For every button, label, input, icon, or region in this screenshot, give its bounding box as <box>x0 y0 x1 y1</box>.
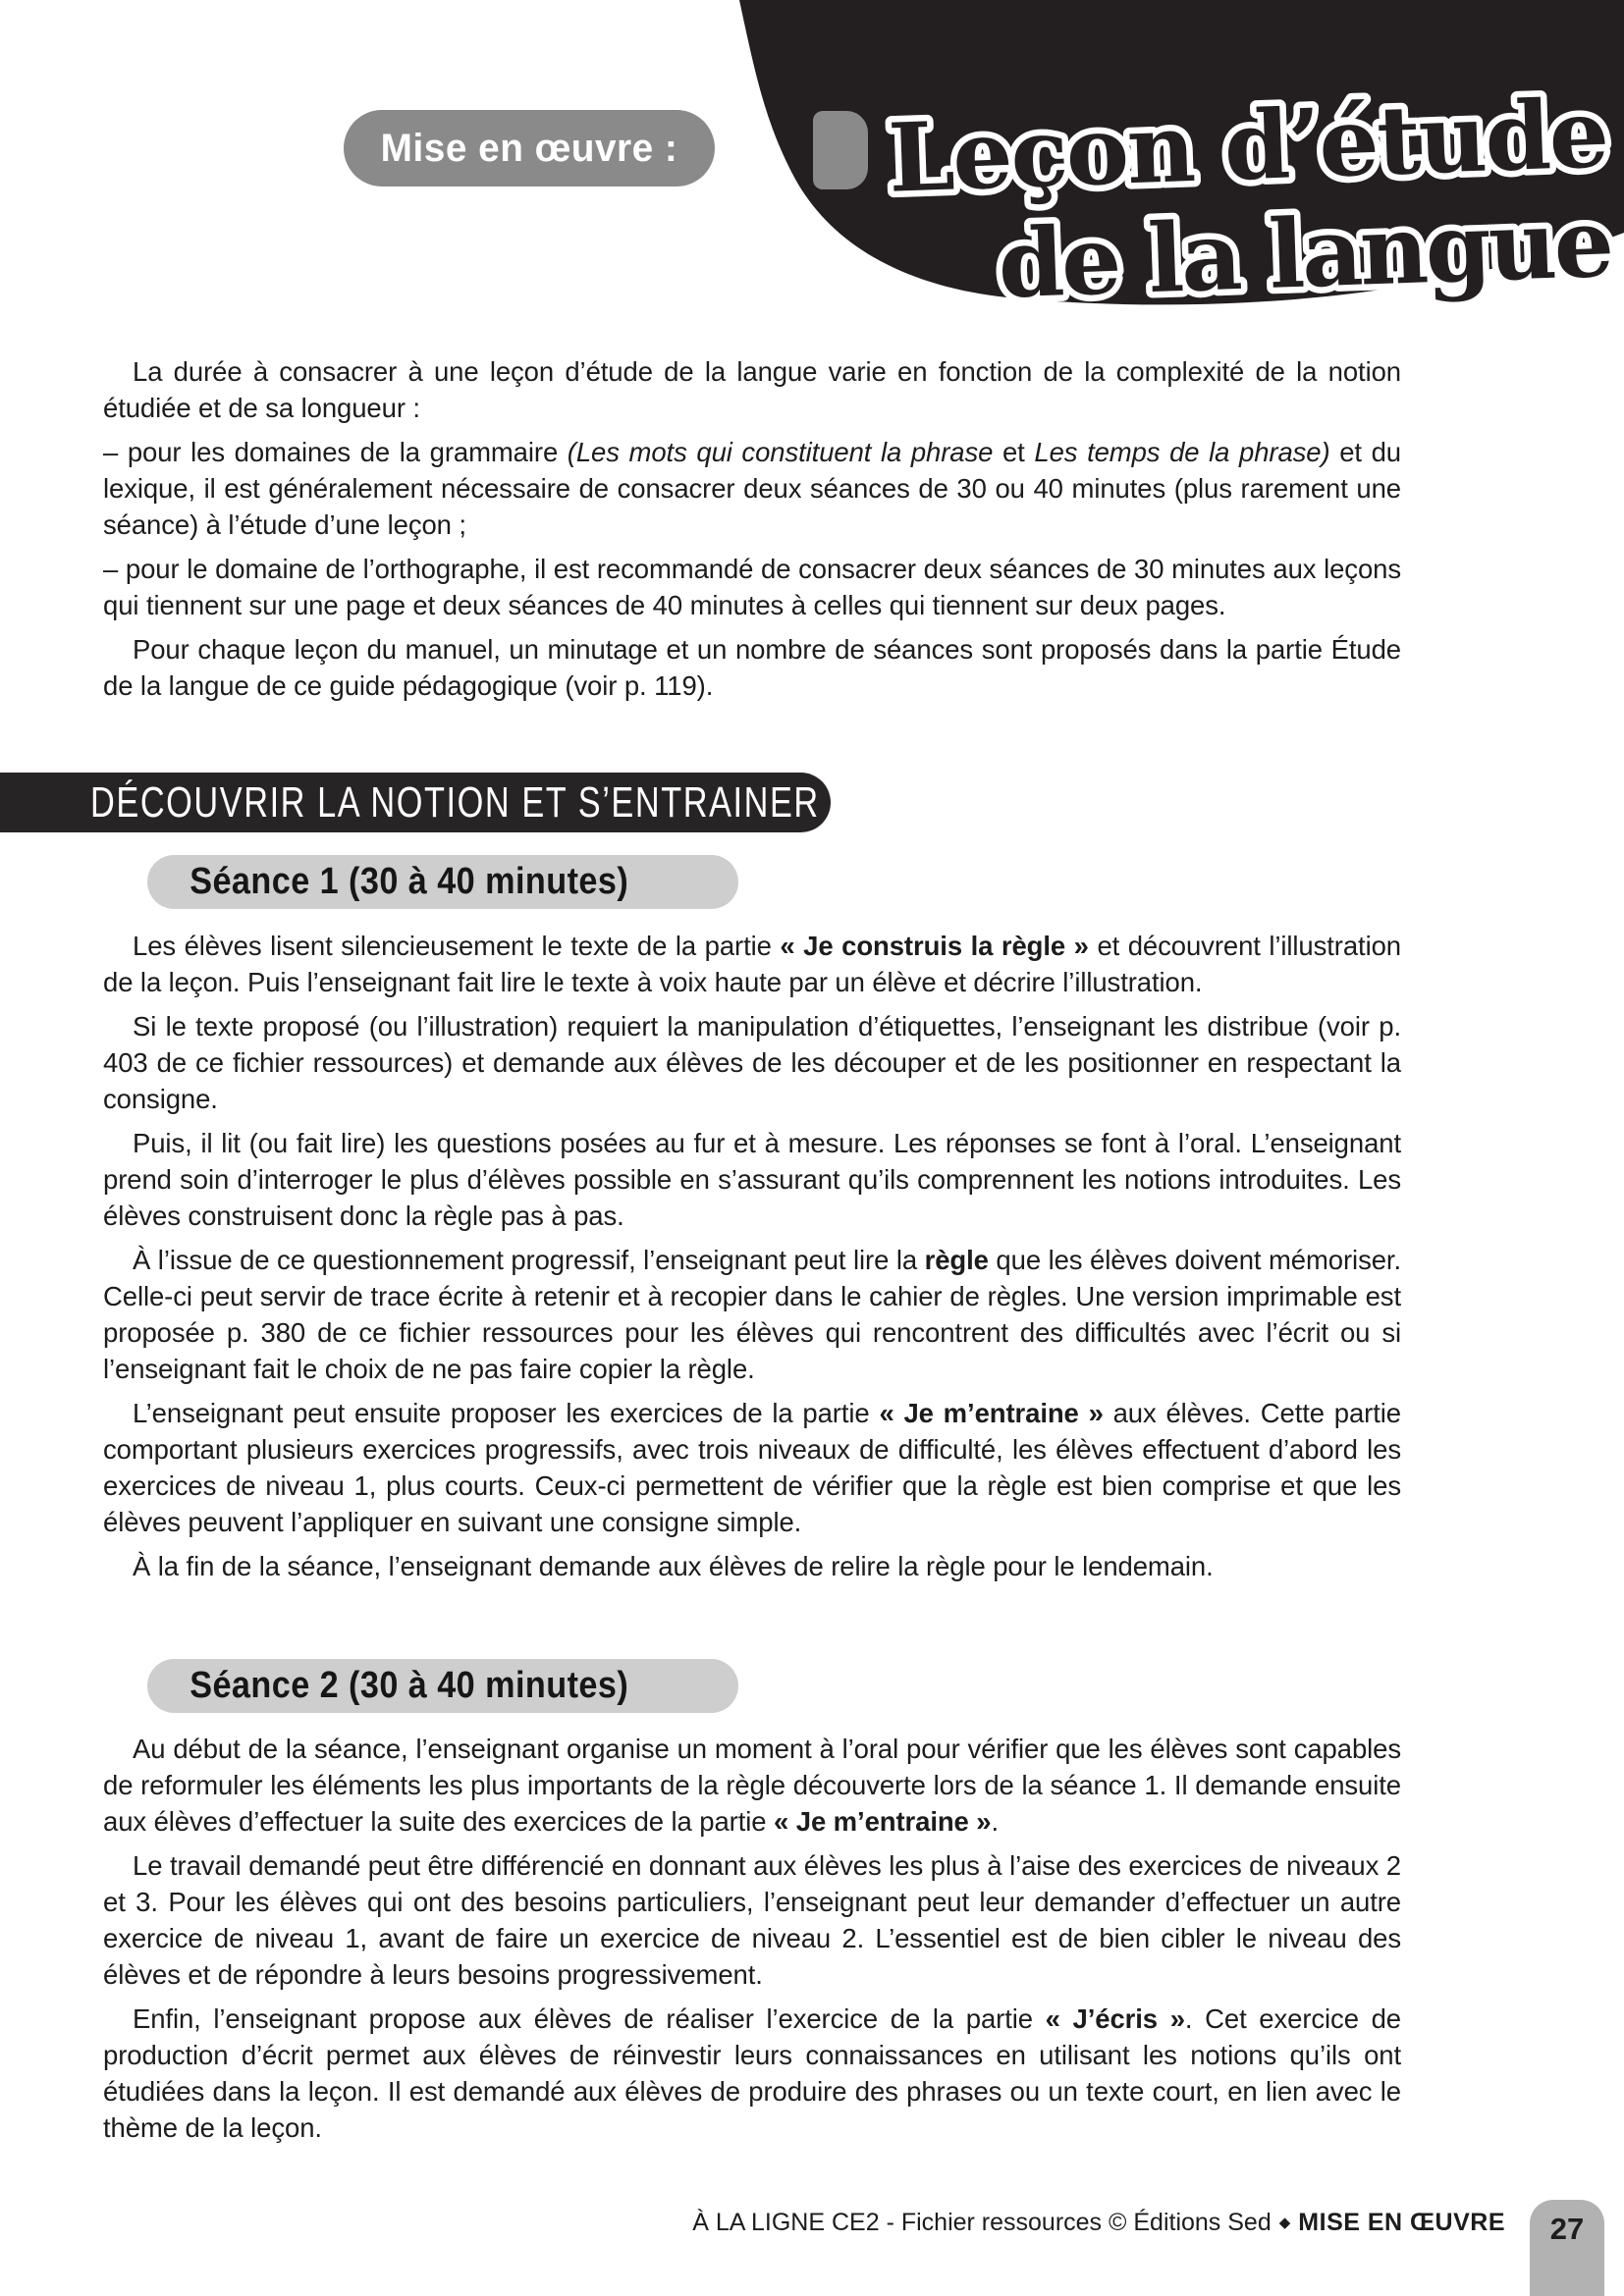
paragraph: Le travail demandé peut être différencié en donnant aux élèves les plus à l’aise des exercices de niveaux 2 et 3. Pour les élèves qui ont des besoins particuliers, l’enseignant peut leur demander d’effectuer un autre exercice de niveau 1, avant de faire un exercice de niveau 2. L’essentiel est de bien cibler le niveau des élèves et de répondre à leurs besoins progressivement. <box>103 1850 1401 1990</box>
page-title-line2: de la langue <box>996 187 1613 320</box>
paragraph: Puis, il lit (ou fait lire) les questions posées au fur et à mesure. Les réponses se font à l’oral. L’enseignant prend soin d’interroger le plus d’élèves possible en s’assurant qu’ils comprennent les notions introduites. Les élèves construisent donc la règle pas à pas. <box>103 1128 1401 1231</box>
seance2-heading-pill <box>147 1659 738 1713</box>
paragraph: Les élèves lisent silencieusement le texte de la partie « Je construis la règle » et découvrent l’illustration de la leçon. Puis l’enseignant fait lire le texte à voix haute par un élève et décrire l’illustration. <box>103 931 1401 997</box>
paragraph: L’enseignant peut ensuite proposer les exercices de la partie « Je m’entraine » aux élèves. Cette partie comportant plusieurs exercices progressifs, avec trois niveaux de difficulté, les élèves effectuent d’abord les exercices de niveau 1, plus courts. Ceux-ci permettent de vérifier que la règle est bien comprise et que les élèves peuvent l’appliquer en suivant une consigne simple. <box>103 1398 1401 1537</box>
section-banner <box>0 773 831 832</box>
paragraph: Au début de la séance, l’enseignant organise un moment à l’oral pour vérifier que les élèves sont capables de reformuler les éléments les plus importants de la règle découverte lors de la séance 1. Il demande ensuite aux élèves d’effectuer la suite des exercices de la partie « Je m’entraine ». <box>103 1734 1401 1837</box>
footer-separator-icon: ◆ <box>1278 2215 1291 2231</box>
category-pill <box>344 110 715 187</box>
paragraph: La durée à consacrer à une leçon d’étude de la langue varie en fonction de la complexité de la notion étudiée et de sa longueur : <box>103 356 1401 423</box>
intro-paragraphs <box>103 353 1401 712</box>
seance2-paragraphs <box>103 1731 1401 2154</box>
paragraph: Enfin, l’enseignant propose aux élèves de réaliser l’exercice de la partie « J’écris ». Cet exercice de production d’écrit permet aux élèves de réinvestir leurs connaissances en utilisant les notions qu’ils ont étudiées dans la leçon. Il est demandé aux élèves de produire des phrases ou un texte court, en lien avec le thème de la leçon. <box>103 2003 1401 2143</box>
seance1-heading-pill <box>147 855 738 909</box>
page-number: 27 <box>1549 2212 1585 2246</box>
title-blob <box>0 0 1624 334</box>
decorative-gray-tab <box>813 111 868 189</box>
footer <box>0 2209 1505 2237</box>
paragraph: À l’issue de ce questionnement progressif, l’enseignant peut lire la règle que les élèves doivent mémoriser. Celle-ci peut servir de trace écrite à retenir et à recopier dans le cahier de règles. Une version imprimable est proposée p. 380 de ce fichier ressources pour les élèves qui rencontrent des difficultés avec l’écrit ou si l’enseignant fait le choix de ne pas faire copier la règle. <box>103 1245 1401 1384</box>
paragraph-bullet: – pour les domaines de la grammaire (Les mots qui constituent la phrase et Les temps de la phrase) et du lexique, il est généralement nécessaire de consacrer deux séances de 30 ou 40 minutes (plus rarement une séance) à l’étude d’une leçon ; <box>103 437 1401 540</box>
seance1-paragraphs <box>103 928 1401 1592</box>
footer-credit: À LA LIGNE CE2 - Fichier ressources © Éditions Sed <box>692 2209 1272 2236</box>
seance2-heading: Séance 2 (30 à 40 minutes) <box>189 1665 629 1706</box>
page-number-tab <box>1530 2200 1604 2296</box>
page-title-line1: Leçon d’étude <box>886 78 1609 214</box>
footer-section-label: MISE EN ŒUVRE <box>1298 2209 1505 2236</box>
paragraph: Si le texte proposé (ou l’illustration) requiert la manipulation d’étiquettes, l’enseignant les distribue (voir p. 403 de ce fichier ressources) et demande aux élèves de les découper et de les positionner en respectant la consigne. <box>103 1011 1401 1114</box>
paragraph: Pour chaque leçon du manuel, un minutage et un nombre de séances sont proposés dans la partie Étude de la langue de ce guide pédagogique (voir p. 119). <box>103 634 1401 701</box>
section-banner-title: DÉCOUVRIR LA NOTION ET S’ENTRAINER <box>90 777 820 827</box>
paragraph: À la fin de la séance, l’enseignant demande aux élèves de relire la règle pour le lendemain. <box>133 1551 1214 1581</box>
seance1-heading: Séance 1 (30 à 40 minutes) <box>189 861 629 902</box>
paragraph-bullet: – pour le domaine de l’orthographe, il est recommandé de consacrer deux séances de 30 minutes aux leçons qui tiennent sur une page et deux séances de 40 minutes à celles qui tiennent sur deux pages. <box>103 554 1401 620</box>
category-pill-label: Mise en œuvre : <box>380 126 678 170</box>
